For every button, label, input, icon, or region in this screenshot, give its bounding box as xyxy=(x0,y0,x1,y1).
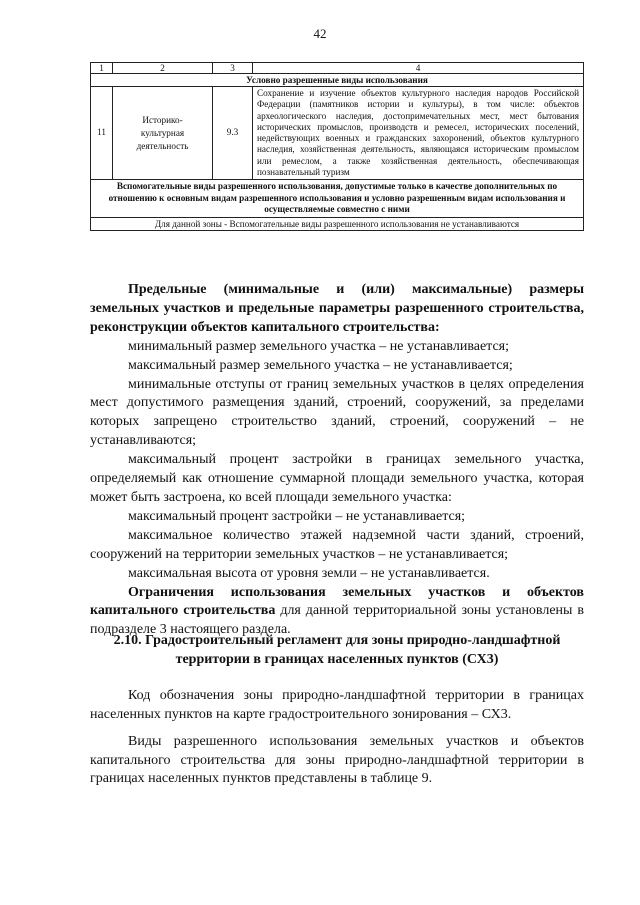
use-name: Историко-культурная деятельность xyxy=(113,87,213,180)
auxiliary-status: Для данной зоны - Вспомогательные виды разрешенного использования не устанавливаются xyxy=(91,217,584,230)
section-title: Условно разрешенные виды использования xyxy=(91,74,584,87)
table-last-row xyxy=(91,217,584,230)
limits-item: минимальный размер земельного участка – не устанавливается; xyxy=(128,338,510,354)
limits-heading: Предельные (минимальные и (или) максимальные) размеры земельных участков и предельные параметры разрешенного строительства, реконструкции объектов капитального строительства: xyxy=(90,282,584,335)
limits-item: минимальные отступы от границ земельных участков в целях определения мест допустимого размещения зданий, строений, сооружений, за пределами которых запрещено строительство зданий, строений, сооружений – не устанавливаются; xyxy=(90,376,584,449)
limits-item: максимальное количество этажей надземной части зданий, строений, сооружений на территории земельных участков – не устанавливается; xyxy=(90,527,584,562)
page-number: 42 xyxy=(313,26,327,41)
table-note-row xyxy=(91,180,584,218)
limits-item: максимальный размер земельного участка – не устанавливается; xyxy=(128,357,513,373)
restrictions-rest: для данной территориальной зоны установлены в подразделе 3 настоящего раздела. xyxy=(90,603,585,638)
use-description: Сохранение и изучение объектов культурного наследия народов Российской Федерации (памятников истории и культуры), в том числе: объектов археологического наследия, достопримечательных мест, мест бытования исторических промыслов, производств и ремесел, исторических поселений, недействующих военных и гражданских захоронений, объектов культурного наследия, хозяйственная деятельность, являющаяся историческим промыслом или ремеслом, а также хозяйственная деятельность, обеспечивающая познавательный туризм xyxy=(253,87,584,180)
table-section-row xyxy=(91,74,584,87)
zone-uses-paragraph: Виды разрешенного использования земельных участков и объектов капитального строительства для зоны природно-ландшафтной территории в границах населенных пунктов представлены в таблице 9. xyxy=(90,734,584,786)
zone-code-paragraph: Код обозначения зоны природно-ландшафтной территории в границах населенных пунктов на карте градостроительного зонирования – СХ3. xyxy=(90,688,584,722)
restrictions-bold: Ограничения использования земельных участков и объектов капитального строительства xyxy=(90,584,584,619)
column-header: 3 xyxy=(213,63,253,74)
auxiliary-note: Вспомогательные виды разрешенного использования, допустимые только в качестве дополнительных по отношению к основным видам разрешенного использования и условно разрешенным видам использования и осуществляемые совместно с ними xyxy=(91,180,584,218)
limits-section xyxy=(90,281,584,640)
limits-item: максимальная высота от уровня земли – не устанавливается. xyxy=(128,565,490,581)
row-number: 11 xyxy=(91,87,113,180)
column-header: 1 xyxy=(91,63,113,74)
column-header: 2 xyxy=(113,63,213,74)
column-header: 4 xyxy=(253,63,584,74)
section-heading: 2.10. Градостроительный регламент для зоны природно-ландшафтной территории в границах населенных пунктов (СХ3) xyxy=(113,633,561,667)
table-header-row xyxy=(91,63,584,74)
limits-item: максимальный процент застройки – не устанавливается; xyxy=(128,508,466,524)
limits-item: максимальный процент застройки в границах земельного участка, определяемый как отношение суммарной площади земельного участка, которая может быть застроена, ко всей площади земельного участка: xyxy=(90,452,584,505)
use-code: 9.3 xyxy=(213,87,253,180)
regulation-table xyxy=(90,62,584,231)
table-row xyxy=(91,87,584,180)
section-body xyxy=(90,687,584,798)
